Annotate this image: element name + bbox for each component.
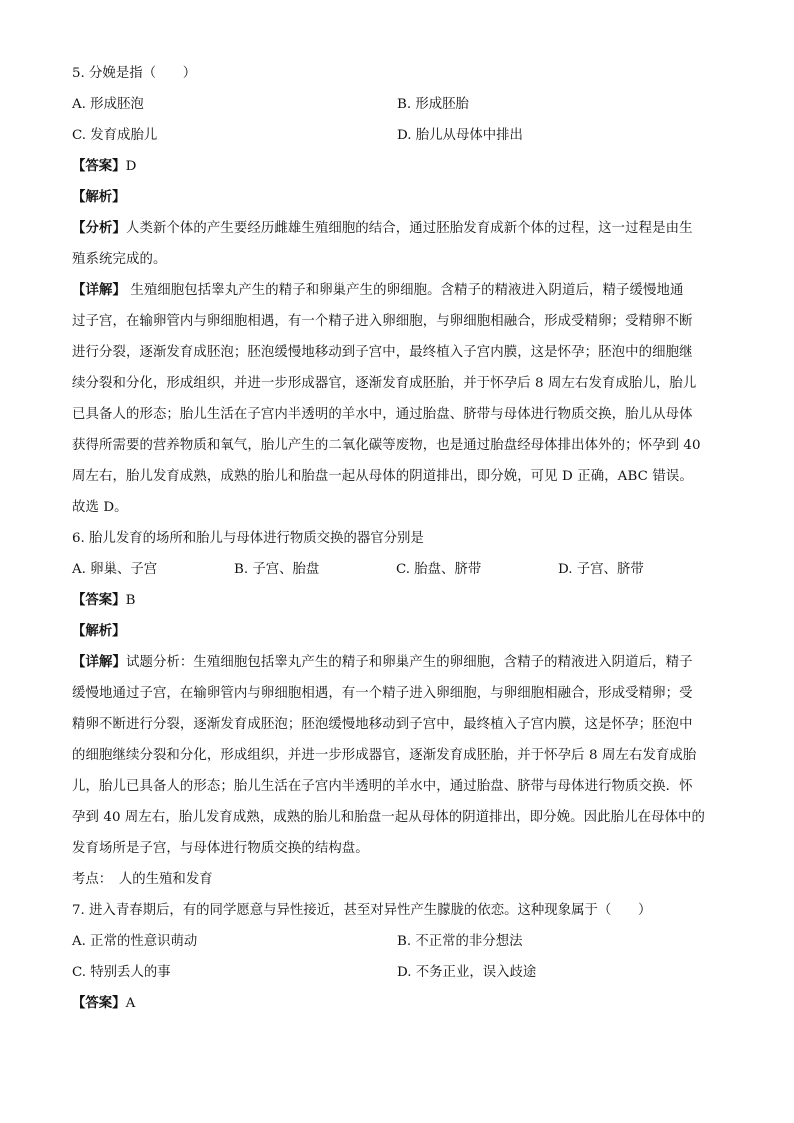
q7-answer bbox=[72, 988, 722, 1019]
q5-answer-value: D bbox=[125, 159, 137, 174]
q5-xiangjie-line-8: 故选 D。 bbox=[72, 500, 128, 515]
q6-xiangjie-line-4: 的细胞继续分裂和分化，形成组织，并进一步形成器官，逐渐发育成胚胎，并于怀孕后 8 周左右发育成胎 bbox=[72, 748, 697, 763]
q6-answer-tag: 【答案】 bbox=[72, 592, 126, 608]
q5-stem: 5. 分娩是指（ ） bbox=[72, 66, 197, 81]
q6-analysis-tag: 【解析】 bbox=[72, 623, 126, 639]
q6-option-c: C. 胎盘、脐带 bbox=[396, 562, 482, 577]
q6-xiangjie-line-7: 发育场所是子宫，与母体进行物质交换的结构盘。 bbox=[72, 841, 369, 856]
q6-xiangjie-line-6: 孕到 40 周左右，胎儿发育成熟，成熟的胎儿和胎盘一起从母体的阴道排出，即分娩。因此胎儿在母体中的 bbox=[72, 810, 706, 825]
q7-options-row-2 bbox=[72, 957, 722, 988]
q5-option-c: C. 发育成胎儿 bbox=[72, 128, 158, 143]
q5-answer-tag: 【答案】 bbox=[72, 158, 126, 174]
q6-stem: 6. 胎儿发育的场所和胎儿与母体进行物质交换的器官分别是 bbox=[72, 531, 424, 546]
q7-stem: 7. 进入青春期后，有的同学愿意与异性接近，甚至对异性产生朦胧的依恋。这种现象属于（ ） bbox=[72, 903, 652, 918]
document-page bbox=[72, 58, 722, 1019]
q5-xiangjie-line-4: 续分裂和分化，形成组织，并进一步形成器官，逐渐发育成胚胎，并于怀孕后 8 周左右发育成胎儿，胎儿 bbox=[72, 376, 697, 391]
q5-xiangjie-line-2: 过子宫，在输卵管内与卵细胞相遇，有一个精子进入卵细胞，与卵细胞相融合，形成受精卵；受精卵不断 bbox=[72, 314, 693, 329]
q7-option-c: C. 特别丢人的事 bbox=[72, 965, 171, 980]
q6-xiangjie-tag: 【详解】 bbox=[72, 654, 126, 670]
q6-xiangjie-line-3: 精卵不断进行分裂，逐渐发育成胚泡；胚泡缓慢地移动到子宫中，最终植入子宫内膜，这是怀孕；胚泡中 bbox=[72, 717, 693, 732]
q5-xiangjie-line-3: 进行分裂，逐渐发育成胚泡；胚泡缓慢地移动到子宫中，最终植入子宫内膜，这是怀孕；胚泡中的细胞继 bbox=[72, 345, 693, 360]
q6-xiangjie-line-1 bbox=[72, 647, 722, 678]
q5-options-row-2 bbox=[72, 120, 722, 151]
q6-option-a: A. 卵巢、子宫 bbox=[72, 562, 158, 577]
q7-options-row-1 bbox=[72, 926, 722, 957]
q5-xiangjie-tag: 【详解】 bbox=[72, 282, 126, 298]
q6-option-d: D. 子宫、脐带 bbox=[558, 562, 644, 577]
q5-answer bbox=[72, 151, 722, 182]
q6-answer bbox=[72, 585, 722, 616]
q5-fenxi-tag: 【分析】 bbox=[72, 220, 126, 236]
q6-option-b: B. 子宫、胎盘 bbox=[234, 562, 320, 577]
q5-option-d: D. 胎儿从母体中排出 bbox=[397, 128, 523, 143]
q5-xiangjie-line-1 bbox=[72, 275, 722, 306]
q7-option-a: A. 正常的性意识萌动 bbox=[72, 934, 198, 949]
q6-kaodian: 考点： 人的生殖和发育 bbox=[72, 872, 213, 887]
q5-analysis-heading bbox=[72, 182, 722, 213]
q7-option-b: B. 不正常的非分想法 bbox=[397, 934, 523, 949]
q6-options-row bbox=[72, 554, 722, 585]
q5-option-a: A. 形成胚泡 bbox=[72, 97, 144, 112]
q6-xiangjie-line-2: 缓慢地通过子宫，在输卵管内与卵细胞相遇，有一个精子进入卵细胞，与卵细胞相融合，形成受精卵；受 bbox=[72, 686, 693, 701]
q5-xiangjie-line-7: 周左右，胎儿发育成熟，成熟的胎儿和胎盘一起从母体的阴道排出，即分娩，可见 D 正确，ABC 错误。 bbox=[72, 469, 693, 484]
q6-analysis-heading bbox=[72, 616, 722, 647]
q6-xiangjie-text-1: 试题分析：生殖细胞包括睾丸产生的精子和卵巢产生的卵细胞，含精子的精液进入阴道后，精子 bbox=[125, 655, 693, 670]
q5-fenxi-line-2: 殖系统完成的。 bbox=[72, 252, 167, 267]
q5-options-row-1 bbox=[72, 89, 722, 120]
q6-answer-value: B bbox=[125, 593, 136, 608]
q5-analysis-tag: 【解析】 bbox=[72, 189, 126, 205]
q6-xiangjie-line-5: 儿，胎儿已具备人的形态；胎儿生活在子宫内半透明的羊水中，通过胎盘、脐带与母体进行物质交换．怀 bbox=[72, 779, 693, 794]
q5-option-b: B. 形成胚胎 bbox=[397, 97, 469, 112]
q7-option-d: D. 不务正业，误入歧途 bbox=[397, 965, 537, 980]
q5-fenxi-text-1: 人类新个体的产生要经历雌雄生殖细胞的结合，通过胚胎发育成新个体的过程，这一过程是由生 bbox=[125, 221, 693, 236]
q7-answer-tag: 【答案】 bbox=[72, 995, 126, 1011]
q5-xiangjie-line-5: 已具备人的形态；胎儿生活在子宫内半透明的羊水中，通过胎盘、脐带与母体进行物质交换，胎儿从母体 bbox=[72, 407, 693, 422]
q5-fenxi-line-1 bbox=[72, 213, 722, 244]
q7-answer-value: A bbox=[125, 996, 136, 1011]
q5-xiangjie-text-1: 生殖细胞包括睾丸产生的精子和卵巢产生的卵细胞。含精子的精液进入阴道后，精子缓慢地通 bbox=[125, 283, 684, 298]
q5-xiangjie-line-6: 获得所需要的营养物质和氧气，胎儿产生的二氧化碳等废物，也是通过胎盘经母体排出体外的；怀孕到 40 bbox=[72, 438, 701, 453]
